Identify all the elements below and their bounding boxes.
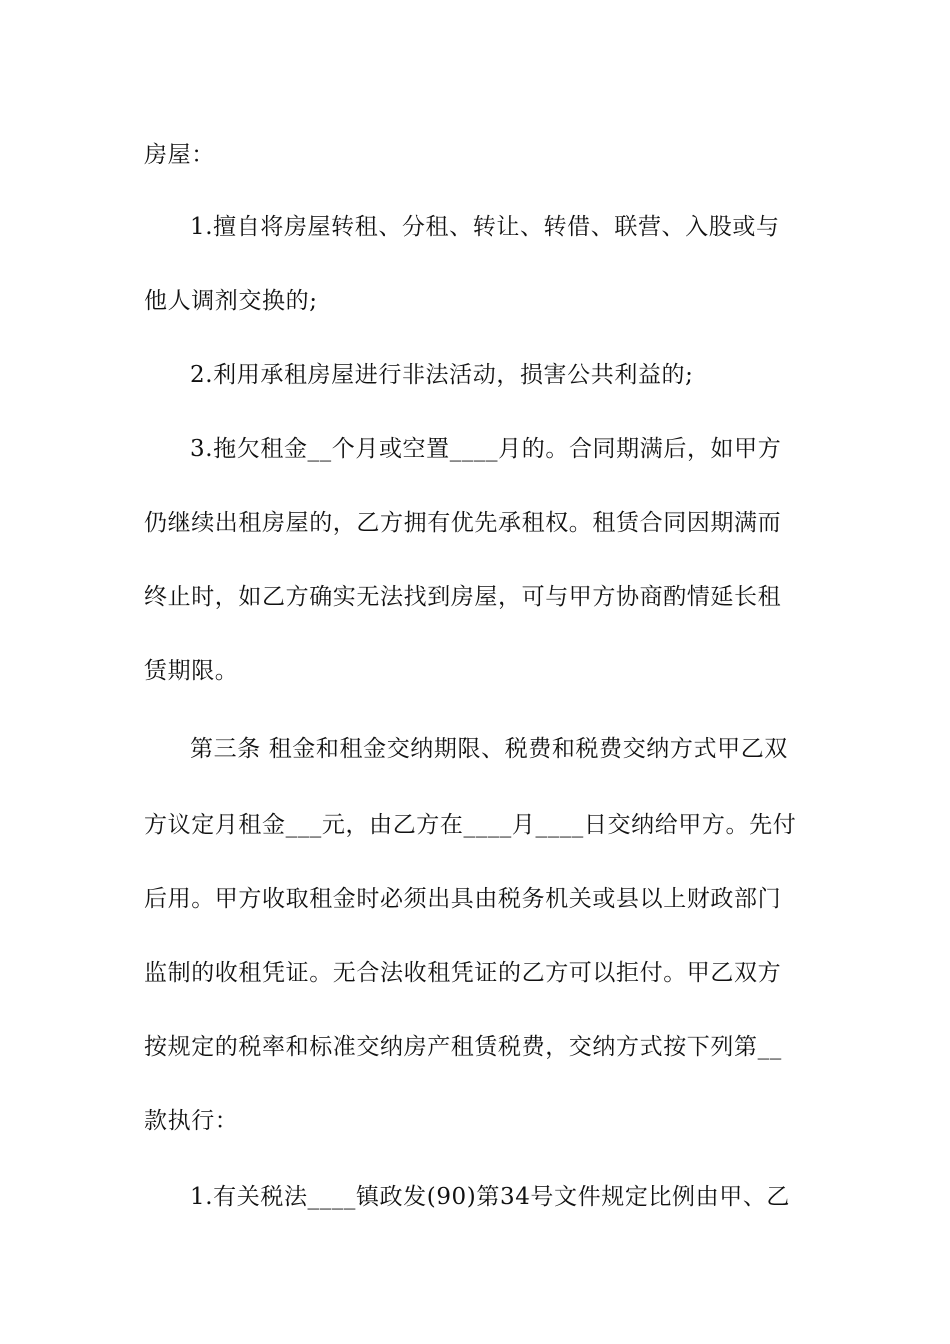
text-line-10: 方议定月租金___元，由乙方在____月____日交纳给甲方。先付 [144,812,797,838]
text-line-8: 赁期限。 [144,658,239,684]
text-line-11: 后用。甲方收取租金时必须出具由税务机关或县以上财政部门 [144,886,782,912]
text-line-9: 第三条 租金和租金交纳期限、税费和税费交纳方式甲乙双 [190,736,788,762]
text-line-14: 款执行： [144,1108,239,1134]
text-line-12: 监制的收租凭证。无合法收租凭证的乙方可以拒付。甲乙双方 [144,960,782,986]
text-line-4: 2.利用承租房屋进行非法活动，损害公共利益的; [190,362,694,388]
text-line-13: 按规定的税率和标准交纳房产租赁税费，交纳方式按下列第__ [144,1034,782,1060]
text-line-7: 终止时，如乙方确实无法找到房屋，可与甲方协商酌情延长租 [144,584,782,610]
text-line-6: 仍继续出租房屋的，乙方拥有优先承租权。租赁合同因期满而 [144,510,782,536]
text-line-1: 房屋： [144,142,215,168]
text-line-3: 他人调剂交换的; [144,288,318,314]
text-line-2: 1.擅自将房屋转租、分租、转让、转借、联营、入股或与 [190,214,780,240]
text-line-15: 1.有关税法____镇政发(90)第34号文件规定比例由甲、乙 [190,1184,791,1210]
text-line-5: 3.拖欠租金__个月或空置____月的。合同期满后，如甲方 [190,436,782,462]
